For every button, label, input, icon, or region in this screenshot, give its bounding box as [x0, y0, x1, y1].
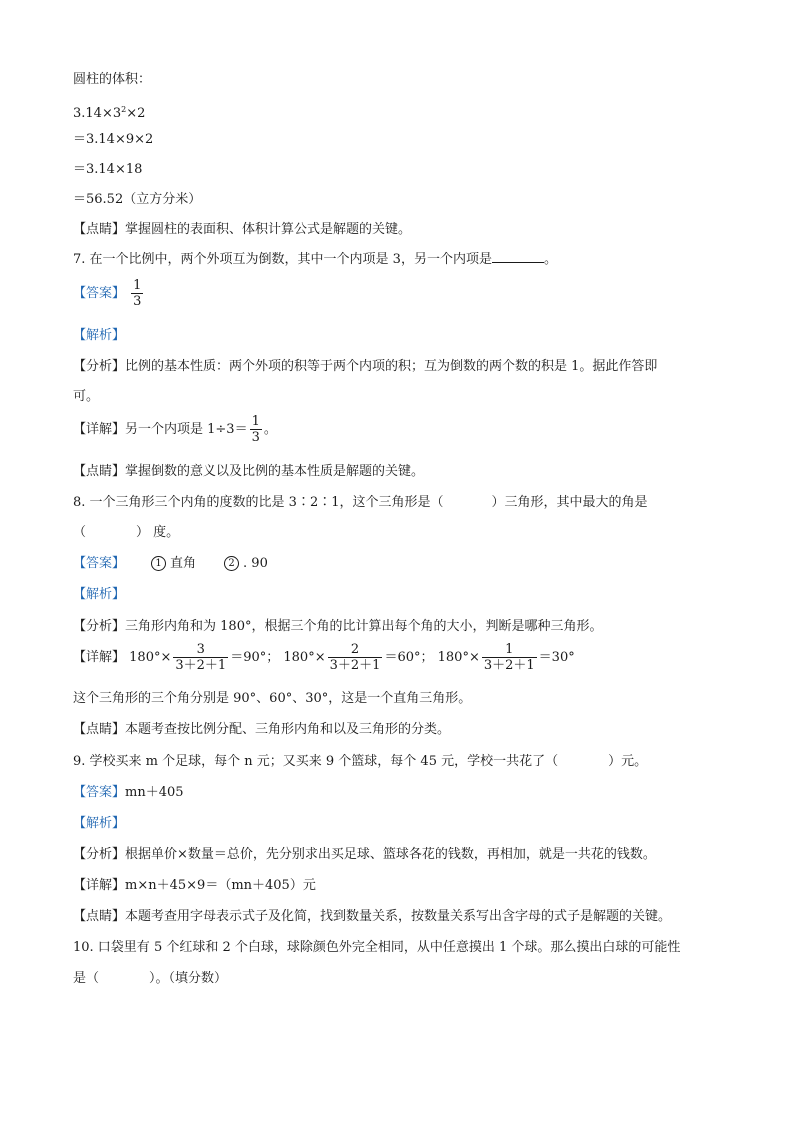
q7-dianjing: 【点睛】掌握倒数的意义以及比例的基本性质是解题的关键。 [73, 464, 425, 479]
q7-detail-fraction: $\frac{1}{3}$ [251, 414, 260, 445]
q8-fraction-1: $\frac{3}{3+2+1}$ [175, 642, 227, 673]
q9-dianjing: 【点睛】本题考查用字母表示式子及化简，找到数量关系，按数量关系写出含字母的式子是解题的关键。 [73, 909, 672, 924]
answer-blank [492, 250, 544, 263]
q10-question-line1: 10. 口袋里有 5 个红球和 2 个白球，球除颜色外完全相同，从中任意摸出 1 个球。那么摸出白球的可能性 [73, 940, 681, 955]
q7-answer: 【答案】 $\frac{1}{3}$ [73, 278, 142, 309]
q8-xiangjie: 【详解】 180°× $\frac{3}{3+2+1}$ ＝90°； 180°× $\frac{2}{3+2+1}$ ＝60°； 180°× $\frac{1}{3+2+1}$ ＝30° [73, 642, 575, 673]
answer-mark-1: 1 [151, 556, 166, 571]
q9-question: 9. 学校买来 m 个足球，每个 n 元；又买来 9 个篮球，每个 45 元，学校一共花了（ ）元。 [73, 754, 648, 769]
q7-fenxi: 【分析】比例的基本性质：两个外项的积等于两个内项的积；互为倒数的两个数的积是 1。据此作答即 [73, 359, 658, 374]
q9-fenxi: 【分析】根据单价×数量＝总价，先分别求出买足球、篮球各花的钱数，再相加，就是一共花的钱数。 [73, 847, 656, 862]
answer-mark-2: 2 [224, 556, 239, 571]
q8-dianjing: 【点睛】本题考查按比例分配、三角形内角和以及三角形的分类。 [73, 722, 451, 737]
calc-step-4: ＝56.52（立方分米） [73, 192, 202, 207]
q8-conclusion: 这个三角形的三个角分别是 90°、60°、30°，这是一个直角三角形。 [73, 691, 472, 706]
q8-fraction-3: $\frac{1}{3+2+1}$ [483, 642, 535, 673]
calc-step-3: ＝3.14×18 [73, 162, 143, 177]
q9-jiexi: 【解析】 [73, 816, 126, 831]
q8-question-line1: 8. 一个三角形三个内角的度数的比是 3∶2∶1，这个三角形是（ ）三角形，其中最大的角是 [73, 495, 648, 510]
cyl-dianjing: 【点睛】掌握圆柱的表面积、体积计算公式是解题的关键。 [73, 222, 412, 237]
cylinder-volume-title: 圆柱的体积： [73, 72, 152, 87]
q9-answer: 【答案】mn＋405 [73, 785, 184, 800]
q7-answer-fraction: $\frac{1}{3}$ [133, 278, 142, 309]
q8-answer: 【答案】 1 直角 2 . 90 [73, 556, 268, 571]
q7-xiangjie: 【详解】另一个内项是 1÷3＝ $\frac{1}{3}$ 。 [73, 414, 277, 445]
q7-jiexi: 【解析】 [73, 328, 126, 343]
q8-fraction-2: $\frac{2}{3+2+1}$ [329, 642, 381, 673]
q8-jiexi: 【解析】 [73, 587, 126, 602]
q9-xiangjie: 【详解】m×n＋45×9＝（mn＋405）元 [73, 878, 316, 893]
q10-question-line2: 是（ ）。（填分数） [73, 971, 228, 986]
calc-step-2: ＝3.14×9×2 [73, 132, 154, 147]
q8-fenxi: 【分析】三角形内角和为 180°，根据三个角的比计算出每个角的大小，判断是哪种三角形。 [73, 619, 603, 634]
calc-step-1: $3.14\times 3^2\times 2$ [73, 105, 146, 121]
q7-fenxi-cont: 可。 [73, 389, 100, 404]
q8-question-line2: （ ） 度。 [73, 525, 180, 540]
q7-question: 7. 在一个比例中，两个外项互为倒数，其中一个内项是 3，另一个内项是 。 [73, 252, 557, 267]
